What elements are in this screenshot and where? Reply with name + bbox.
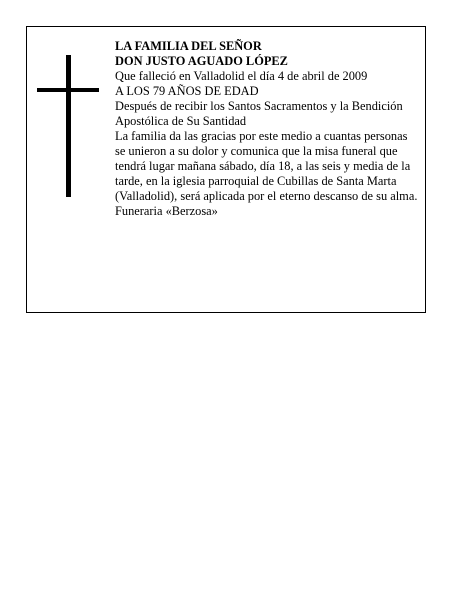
- sacraments-line: Después de recibir los Santos Sacramentos y la Bendición Apostólica de Su Santidad: [115, 99, 403, 128]
- obituary-notice: [26, 26, 426, 313]
- age-line: A LOS 79 AÑOS DE EDAD: [115, 84, 259, 98]
- obituary-text: [115, 39, 419, 219]
- deceased-name: DON JUSTO AGUADO LÓPEZ: [115, 54, 288, 68]
- death-info: Que falleció en Valladolid el día 4 de abril de 2009: [115, 69, 368, 83]
- funeral-home: Funeraria «Berzosa»: [115, 204, 218, 218]
- family-heading: LA FAMILIA DEL SEÑOR: [115, 39, 262, 53]
- funeral-message: La familia da las gracias por este medio a cuantas personas se unieron a su dolor y comunica que la misa funeral que tendrá lugar mañana sábado, día 18, a las seis y media de la tarde, en la iglesia parroquial de Cubillas de Santa Marta (Valladolid), será aplicada por el eterno descanso de su alma.: [115, 129, 418, 203]
- cross-icon: [37, 55, 99, 197]
- cross-vertical-bar: [66, 55, 71, 197]
- cross-horizontal-bar: [37, 88, 99, 92]
